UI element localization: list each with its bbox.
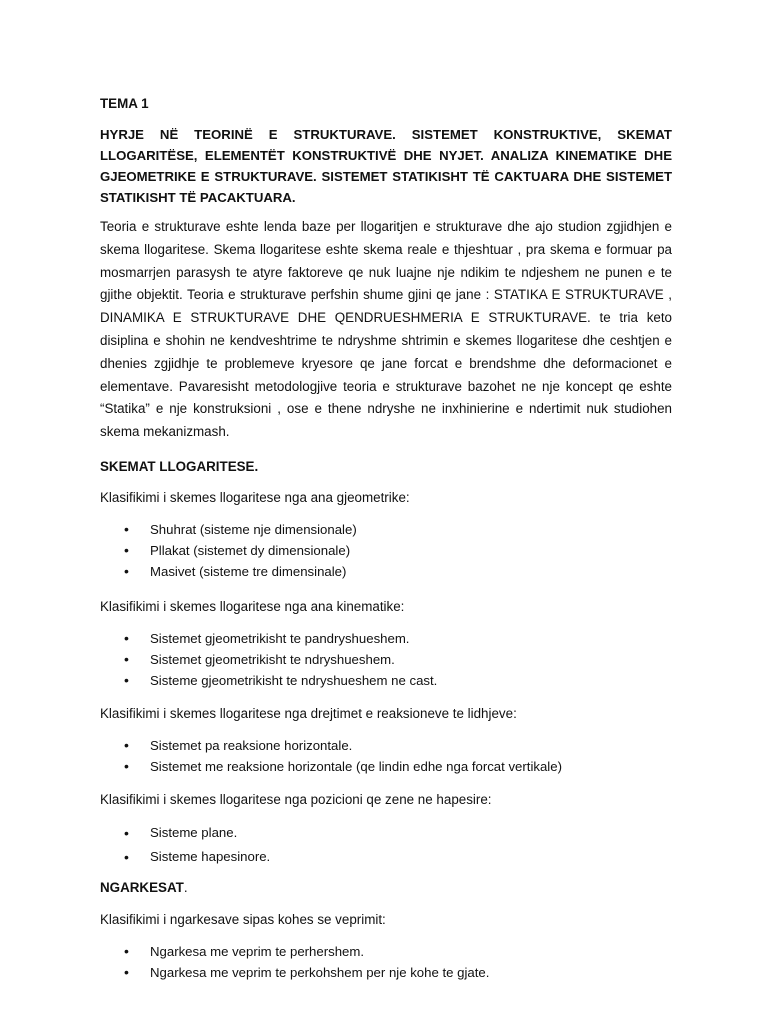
classification-group <box>100 911 672 983</box>
list-item: • Sistemet pa reaksione horizontale. <box>100 735 672 756</box>
classification-intro: Klasifikimi i skemes llogaritese nga ana gjeometrike: <box>100 489 410 505</box>
list-item: • Sisteme hapesinore. <box>100 845 672 869</box>
list-item: • Sistemet gjeometrikisht te pandryshueshem. <box>100 628 672 649</box>
section-number: TEMA 1 <box>100 96 149 111</box>
list-item: • Sistemet me reaksione horizontale (qe lindin edhe nga forcat vertikale) <box>100 756 672 777</box>
classification-group <box>100 705 672 777</box>
ngarkesat-title-period: . <box>183 879 188 895</box>
skemat-heading: SKEMAT LLOGARITESE. <box>100 458 259 474</box>
classification-group <box>100 791 672 869</box>
intro-paragraph: Teoria e strukturave eshte lenda baze per llogaritjen e strukturave dhe ajo studion zgjidhjen e skema llogaritese. Skema llogaritese eshte skema reale e thjeshtuar , pra skema e formuar pa mosmarrjen parasysh te atyre faktoreve qe nuk luajne nje ndikim te ndjeshem ne punen e te gjithe objektit. Teoria e strukturave perfshin shume gjini qe jane : STATIKA E STRUKTURAVE , DINAMIKA E STRUKTURAVE DHE QENDRUESHMERIA E STRUKTURAVE. te tria keto disiplina e shohin ne kendveshtrime te ndryshme shtrimin e skemes llogaritese dhe ceshtjen e dhenies zgjidhje te problemeve kryesore qe jane forcat e brendshme dhe deformacionet e elementave. Pavaresisht metodologjive teoria e strukturave bazohet ne nje koncept qe eshte “Statika” e nje konstruksioni , ose e thene ndryshe ne inxhinierine e ndertimit nuk studiohen skema mekanizmash. <box>100 219 672 440</box>
bullet-list <box>100 519 672 582</box>
classification-intro: Klasifikimi i skemes llogaritese nga pozicioni qe zene ne hapesire: <box>100 791 492 807</box>
list-item: • Ngarkesa me veprim te perhershem. <box>100 941 672 962</box>
list-item: • Sisteme plane. <box>100 821 672 845</box>
list-item: • Masivet (sisteme tre dimensinale) <box>100 561 672 582</box>
bullet-list <box>100 821 672 869</box>
chapter-heading: HYRJE NË TEORINË E STRUKTURAVE. SISTEMET KONSTRUKTIVE, SKEMAT LLOGARITËSE, ELEMENTËT KONSTRUKTIVË DHE NYJET. ANALIZA KINEMATIKE DHE GJEOMETRIKE E STRUKTURAVE. SISTEMET STATIKISHT TË CAKTUARA DHE SISTEMET STATIKISHT TË PACAKTUARA. <box>100 127 672 205</box>
ngarkesat-heading <box>100 879 672 897</box>
list-item: • Sistemet gjeometrikisht te ndryshueshem. <box>100 649 672 670</box>
ngarkesat-title: NGARKESAT <box>100 879 184 895</box>
bullet-list <box>100 628 672 691</box>
classification-intro: Klasifikimi i skemes llogaritese nga ana kinematike: <box>100 598 405 614</box>
classification-group <box>100 489 672 582</box>
bullet-list <box>100 735 672 777</box>
list-item: • Shuhrat (sisteme nje dimensionale) <box>100 519 672 540</box>
classification-group <box>100 598 672 691</box>
list-item: • Sisteme gjeometrikisht te ndryshueshem ne cast. <box>100 670 672 691</box>
list-item: • Pllakat (sistemet dy dimensionale) <box>100 540 672 561</box>
classification-intro: Klasifikimi i skemes llogaritese nga drejtimet e reaksioneve te lidhjeve: <box>100 705 517 721</box>
bullet-list <box>100 941 672 983</box>
classification-intro: Klasifikimi i ngarkesave sipas kohes se veprimit: <box>100 911 386 927</box>
list-item: • Ngarkesa me veprim te perkohshem per nje kohe te gjate. <box>100 962 672 983</box>
